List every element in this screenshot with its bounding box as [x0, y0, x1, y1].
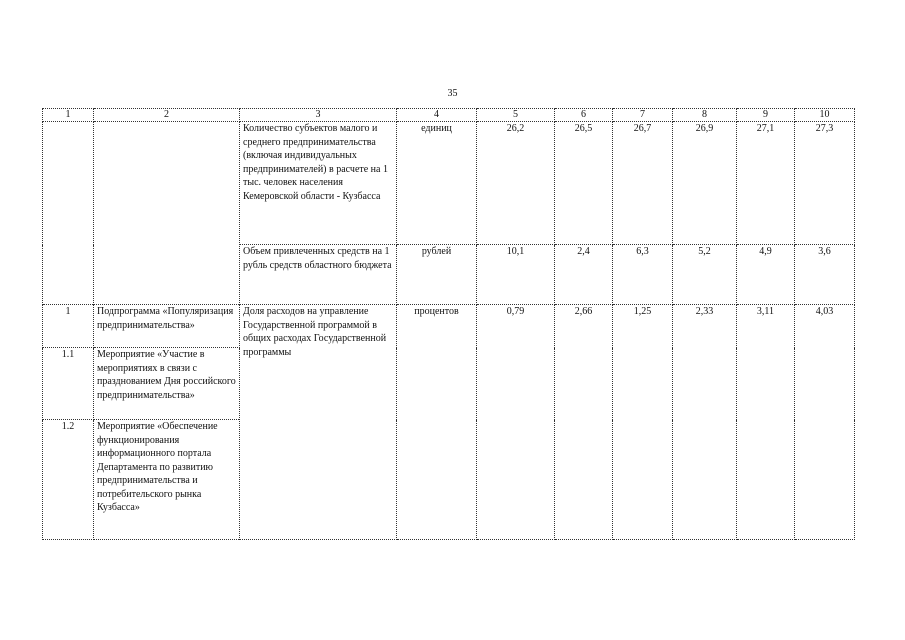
header-cell: 5 — [477, 109, 555, 122]
header-cell: 2 — [94, 109, 240, 122]
header-cell: 7 — [613, 109, 673, 122]
row-number-cell — [43, 122, 94, 305]
unit-cell: процентов — [397, 305, 477, 540]
program-name-cell: Подпрограмма «Популяризация предпринимательства» — [94, 305, 240, 348]
indicator-table — [42, 108, 855, 540]
value-cell: 3,11 — [737, 305, 795, 540]
value-cell: 4,03 — [795, 305, 855, 540]
value-cell: 2,33 — [673, 305, 737, 540]
value-cell: 26,5 — [555, 122, 613, 245]
header-cell: 10 — [795, 109, 855, 122]
value-cell: 27,1 — [737, 122, 795, 245]
header-cell: 4 — [397, 109, 477, 122]
header-cell: 3 — [240, 109, 397, 122]
header-cell: 1 — [43, 109, 94, 122]
header-cell: 6 — [555, 109, 613, 122]
value-cell: 26,9 — [673, 122, 737, 245]
header-row — [43, 109, 855, 122]
indicator-cell: Объем привлеченных средств на 1 рубль средств областного бюджета — [240, 245, 397, 305]
table-row — [43, 122, 855, 245]
value-cell: 3,6 — [795, 245, 855, 305]
value-cell: 6,3 — [613, 245, 673, 305]
row-number-cell: 1 — [43, 305, 94, 348]
header-cell: 9 — [737, 109, 795, 122]
unit-cell: единиц — [397, 122, 477, 245]
table-row — [43, 305, 855, 348]
row-number-cell: 1.1 — [43, 348, 94, 420]
value-cell: 10,1 — [477, 245, 555, 305]
page-number: 35 — [447, 88, 458, 99]
value-cell: 27,3 — [795, 122, 855, 245]
value-cell: 5,2 — [673, 245, 737, 305]
value-cell: 2,4 — [555, 245, 613, 305]
value-cell: 26,7 — [613, 122, 673, 245]
value-cell: 26,2 — [477, 122, 555, 245]
program-name-cell: Мероприятие «Обеспечение функционирования информационного портала Департамента по развитию предпринимательства и потребительского рынка Кузбасса» — [94, 420, 240, 540]
program-name-cell: Мероприятие «Участие в мероприятиях в связи с празднованием Дня российского предпринимательства» — [94, 348, 240, 420]
value-cell: 0,79 — [477, 305, 555, 540]
value-cell: 2,66 — [555, 305, 613, 540]
indicator-cell: Количество субъектов малого и среднего предпринимательства (включая индивидуальных предпринимателей) в расчете на 1 тыс. человек населения Кемеровской области - Кузбасса — [240, 122, 397, 245]
indicator-cell: Доля расходов на управление Государственной программой в общих расходах Государственной программы — [240, 305, 397, 540]
row-number-cell: 1.2 — [43, 420, 94, 540]
value-cell: 1,25 — [613, 305, 673, 540]
header-cell: 8 — [673, 109, 737, 122]
value-cell: 4,9 — [737, 245, 795, 305]
program-name-cell — [94, 122, 240, 305]
unit-cell: рублей — [397, 245, 477, 305]
